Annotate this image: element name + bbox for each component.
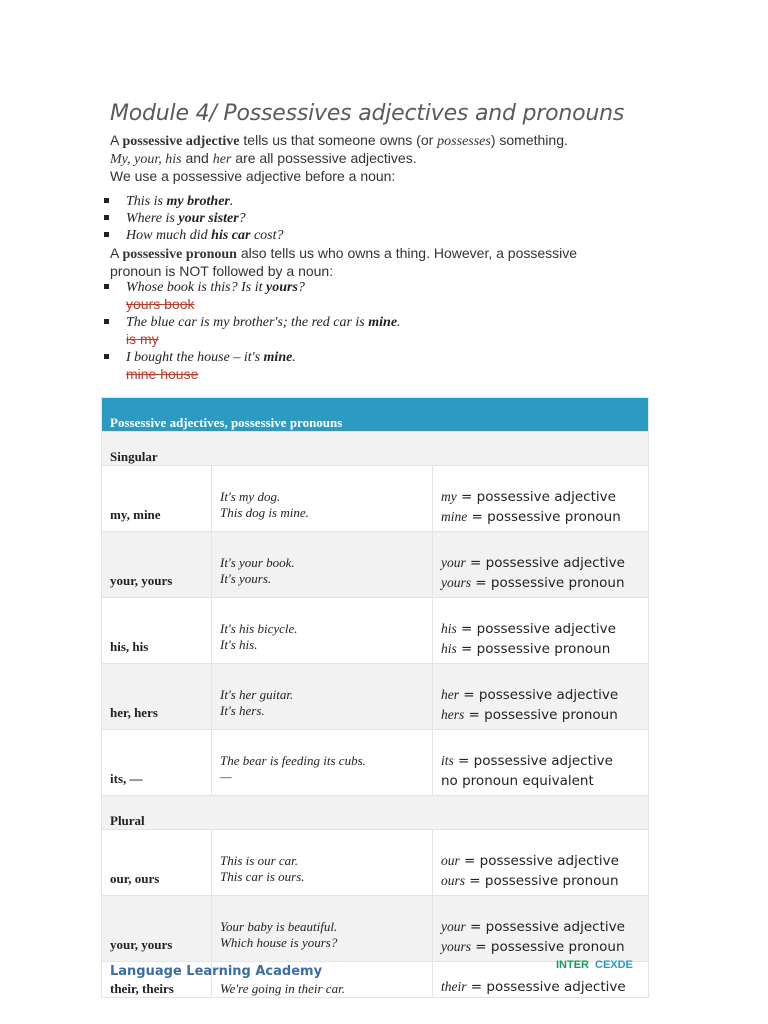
forms-cell: your, yours [102, 896, 212, 962]
description-cell: his = possessive adjective his = possessive pronoun [433, 598, 649, 664]
list-item: Whose book is this? Is it yours? yours book [104, 278, 664, 313]
list-item: I bought the house – it's mine. mine house [104, 348, 664, 383]
forms-cell: your, yours [102, 532, 212, 598]
section-label: Plural [102, 796, 649, 830]
example-cell: This is our car. This car is ours. [212, 830, 433, 896]
bullet-icon [104, 319, 109, 324]
table-row [102, 730, 649, 796]
list-item: Where is your sister? [104, 209, 664, 226]
table-row [102, 830, 649, 896]
bullet-icon [104, 198, 109, 203]
table-row [102, 664, 649, 730]
intro-line-1: A possessive adjective tells us that someone owns (or possesses) something. [110, 132, 568, 149]
bullet-icon [104, 284, 109, 289]
description-cell: my = possessive adjective mine = possessive pronoun [433, 466, 649, 532]
description-cell: our = possessive adjective ours = possessive pronoun [433, 830, 649, 896]
example-cell: We're going in their car. [212, 962, 433, 998]
section-row-singular [102, 432, 649, 466]
example-cell: It's his bicycle. It's his. [212, 598, 433, 664]
section-label: Singular [102, 432, 649, 466]
bullet-icon [104, 232, 109, 237]
inter-cexde-logo: INTER CEXDE [556, 959, 633, 971]
intro-line-3: We use a possessive adjective before a noun: [110, 168, 396, 184]
table-header: Possessive adjectives, possessive pronouns [102, 398, 649, 432]
forms-cell: his, his [102, 598, 212, 664]
example-cell: The bear is feeding its cubs. — [212, 730, 433, 796]
list-item: The blue car is my brother's; the red car is mine. is my [104, 313, 664, 348]
intro-line-2: My, your, his and her are all possessive adjectives. [110, 150, 417, 167]
example-cell: It's my dog. This dog is mine. [212, 466, 433, 532]
forms-cell: my, mine [102, 466, 212, 532]
example-cell: Your baby is beautiful. Which house is yours? [212, 896, 433, 962]
example-cell: It's your book. It's yours. [212, 532, 433, 598]
table-row [102, 598, 649, 664]
pronoun-intro: A possessive pronoun also tells us who owns a thing. However, a possessive pronoun is NOT followed by a noun: [110, 245, 578, 279]
forms-cell: her, hers [102, 664, 212, 730]
bullet-icon [104, 354, 109, 359]
example-cell: It's her guitar. It's hers. [212, 664, 433, 730]
table-row [102, 896, 649, 962]
description-cell: your = possessive adjective yours = possessive pronoun [433, 532, 649, 598]
forms-cell: our, ours [102, 830, 212, 896]
description-cell: their = possessive adjective [433, 962, 649, 998]
page-title: Module 4/ Possessives adjectives and pronouns [110, 100, 625, 126]
table-header-row [102, 398, 649, 432]
footer-academy-name: Language Learning Academy [110, 964, 323, 979]
section-row-plural [102, 796, 649, 830]
incorrect-example: is my [126, 331, 159, 347]
description-cell: your = possessive adjective yours = possessive pronoun [433, 896, 649, 962]
adjective-example-list [104, 192, 664, 243]
table-row [102, 532, 649, 598]
bullet-icon [104, 215, 109, 220]
intro-paragraph [110, 132, 670, 185]
forms-cell: their, theirs [102, 962, 212, 998]
incorrect-example: yours book [126, 296, 195, 312]
list-item: How much did his car cost? [104, 226, 664, 243]
description-cell: its = possessive adjective no pronoun equivalent [433, 730, 649, 796]
pronoun-example-list [104, 278, 664, 383]
description-cell: her = possessive adjective hers = possessive pronoun [433, 664, 649, 730]
incorrect-example: mine house [126, 366, 199, 382]
possessives-table [101, 397, 649, 998]
table-row [102, 466, 649, 532]
forms-cell: its, — [102, 730, 212, 796]
list-item: This is my brother. [104, 192, 664, 209]
